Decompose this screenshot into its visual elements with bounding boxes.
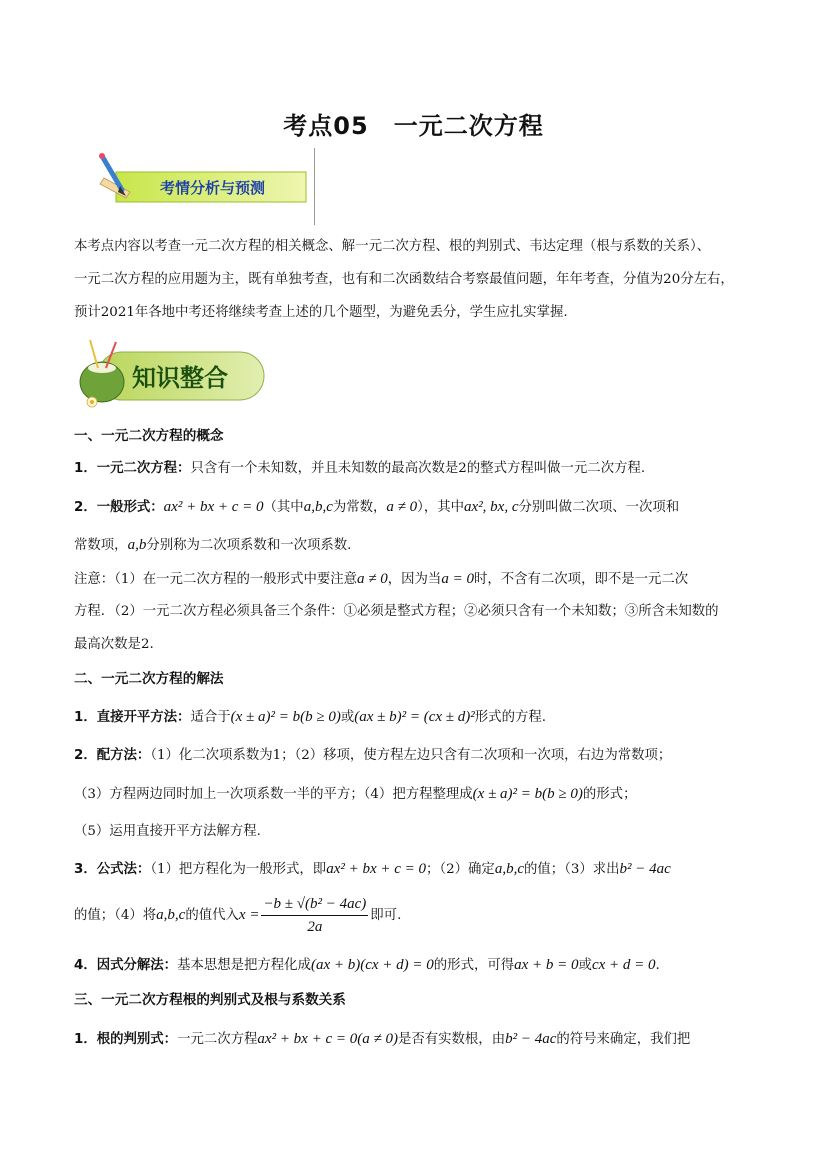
s2-item-1-c: 形式的方程. xyxy=(474,710,547,725)
s2-item-1-eq1: (x ± a)² = b(b ≥ 0) xyxy=(230,709,341,725)
quadratic-formula xyxy=(261,893,368,938)
s1-note-line-2: 方程．（2）一元二次方程必须具备三个条件：①必须是整式方程；②必须只含有一个未知数；③所含未知数的 xyxy=(74,604,719,619)
formula-denominator: 2a xyxy=(307,919,323,935)
s1-item-2-label: 2．一般形式： xyxy=(74,500,164,515)
quadratic-formula-x: x = xyxy=(238,907,260,923)
s2-item-3-line2-c: 即可. xyxy=(370,908,402,923)
s2-item-3-b: ；（2）确定 xyxy=(426,862,495,877)
s1-item-2-line2-vars: a,b xyxy=(127,537,147,553)
s2-item-3-line2-a: 的值；（4）将 xyxy=(74,908,157,923)
s2-item-1 xyxy=(74,707,764,728)
banner1-label: 考情分析与预测 xyxy=(160,179,266,197)
note-a: 注意：（1）在一元二次方程的一般形式中要注意 xyxy=(74,572,358,587)
s2-item-4-b: 的形式，可得 xyxy=(433,958,515,973)
s2-item-2-line2-a: （3）方程两边同时加上一次项系数一半的平方；（4）把方程整理成 xyxy=(74,787,473,802)
s3-item-1-b: 是否有实数根，由 xyxy=(397,1032,506,1047)
s2-item-1-a: 适合于 xyxy=(190,710,231,725)
s2-item-4 xyxy=(74,955,764,976)
intro-line-3: 预计2021年各地中考还将继续考查上述的几个题型，为避免丢分，学生应扎实掌握. xyxy=(74,305,568,320)
section-2-heading: 二、一元二次方程的解法 xyxy=(74,671,224,687)
note-v1: a ≠ 0 xyxy=(357,571,388,587)
note-c: 时，不含有二次项，即不是一元二次 xyxy=(473,572,689,587)
s2-item-2-line-2 xyxy=(74,784,764,805)
s1-note-line-3: 最高次数是2. xyxy=(74,637,154,652)
s2-item-1-eq2: (ax ± b)² = (cx ± d)² xyxy=(354,709,475,725)
s2-item-1-b: 或 xyxy=(340,710,355,725)
s1-item-1-label: 1．一元二次方程： xyxy=(74,461,191,476)
s2-item-4-label: 4．因式分解法： xyxy=(74,958,178,973)
intro-line-1: 本考点内容以考查一元二次方程的相关概念、解一元二次方程、根的判别式、韦达定理（根与系数的关系）、 xyxy=(74,239,711,254)
divider-line xyxy=(314,148,315,225)
s2-item-3-line2-vars: a,b,c xyxy=(156,907,186,923)
intro-line-2: 一元二次方程的应用题为主，既有单独考查，也有和二次函数结合考察最值问题，年年考查，分值为20分左右， xyxy=(74,272,734,287)
s1-item-2 xyxy=(74,497,764,518)
s1-item-1 xyxy=(74,459,764,479)
s1-item-2-vars: a,b,c xyxy=(303,499,333,515)
s2-item-4-eq3: cx + d = 0 xyxy=(591,957,656,973)
note-v2: a = 0 xyxy=(441,571,474,587)
s3-item-1-eq: ax² + bx + c = 0(a ≠ 0) xyxy=(257,1031,398,1047)
s2-item-2 xyxy=(74,746,764,766)
s2-item-2-line2-b: 的形式； xyxy=(582,787,637,802)
s2-item-2-line2-eq: (x ± a)² = b(b ≥ 0) xyxy=(472,786,583,802)
s2-item-4-d: . xyxy=(655,958,660,973)
s1-item-2-text-d: 分别叫做二次项、一次项和 xyxy=(518,500,680,515)
s1-item-2-line-2 xyxy=(74,535,764,556)
s1-item-2-line2-a: 常数项， xyxy=(74,538,128,553)
page-title: 考点05 一元二次方程 xyxy=(283,112,544,140)
s3-item-1-c: 的符号来确定，我们把 xyxy=(556,1032,691,1047)
s2-item-2-text: （1）化二次项系数为1；（2）移项，使方程左边只含有二次项和一次项，右边为常数项； xyxy=(150,748,672,763)
analysis-banner xyxy=(96,152,310,210)
s2-item-4-eq: (ax + b)(cx + d) = 0 xyxy=(310,957,434,973)
s2-item-3-disc: b² − 4ac xyxy=(619,861,671,877)
section-1-heading: 一、一元二次方程的概念 xyxy=(74,428,224,444)
s1-item-2-text-a: （其中 xyxy=(263,500,304,515)
s2-item-3 xyxy=(74,859,764,880)
s2-item-3-a: （1）把方程化为一般形式，即 xyxy=(150,862,327,877)
general-form-equation: ax² + bx + c = 0 xyxy=(163,499,264,515)
s1-item-2-text-c: ），其中 xyxy=(417,500,465,515)
note-b: ，因为当 xyxy=(387,572,442,587)
s2-item-3-c: 的值；（3）求出 xyxy=(523,862,620,877)
s2-item-2-label: 2．配方法： xyxy=(74,748,151,763)
s2-item-4-c: 或 xyxy=(578,958,592,973)
s1-item-2-line2-b: 分别称为二次项系数和一次项系数. xyxy=(146,538,352,553)
s2-item-3-eq: ax² + bx + c = 0 xyxy=(326,861,427,877)
s1-item-2-text-b: 为常数， xyxy=(332,500,387,515)
s2-item-4-eq2: ax + b = 0 xyxy=(514,957,579,973)
formula-numerator: −b ± √(b² − 4ac) xyxy=(261,893,368,916)
s2-item-1-label: 1．直接开平方法： xyxy=(74,710,191,725)
s1-item-2-terms: ax², bx, c xyxy=(464,499,519,515)
s1-item-2-cond: a ≠ 0 xyxy=(386,499,418,515)
s2-item-3-vars: a,b,c xyxy=(494,861,524,877)
s2-item-3-label: 3．公式法： xyxy=(74,862,151,877)
s3-item-1-label: 1．根的判别式： xyxy=(74,1032,178,1047)
s2-item-4-a: 基本思想是把方程化成 xyxy=(177,958,311,973)
knowledge-banner xyxy=(76,336,268,414)
s1-note-line-1 xyxy=(74,569,764,590)
s3-item-1 xyxy=(74,1029,764,1050)
s3-item-1-a: 一元二次方程 xyxy=(177,1032,258,1047)
s2-item-2-line-3: （5）运用直接开平方法解方程. xyxy=(74,824,261,839)
s3-item-1-disc: b² − 4ac xyxy=(505,1031,557,1047)
s2-item-3-line-2 xyxy=(74,893,764,938)
section-3-heading: 三、一元二次方程根的判别式及根与系数关系 xyxy=(74,992,346,1008)
s2-item-3-line2-b: 的值代入 xyxy=(185,908,239,923)
banner2-label: 知识整合 xyxy=(132,363,228,392)
s1-item-1-text: 只含有一个未知数，并且未知数的最高次数是2的整式方程叫做一元二次方程. xyxy=(190,461,646,476)
